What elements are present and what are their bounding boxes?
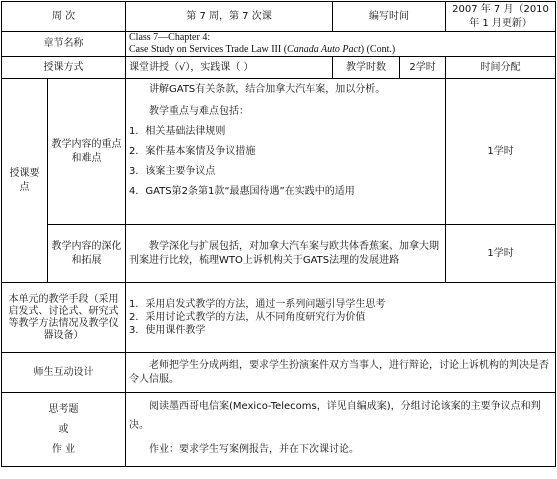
chapter-title-italic: Canada Auto Pact — [287, 44, 361, 55]
methods-content — [126, 283, 556, 353]
extension-label: 教学内容的深化和拓展 — [48, 225, 126, 283]
compile-time-label: 编写时间 — [333, 2, 446, 32]
hours-value: 2学时 — [400, 57, 446, 79]
methods-label: 本单元的教学手段（采用启发式、讨论式、研究式等教学方法情况及教学仪器设备） — [2, 283, 126, 353]
chapter-title-prefix: Case Study on Services Trade Law III ( — [129, 44, 288, 55]
activity-label: 师生互动设计 — [2, 353, 126, 393]
homework-label-line2: 或 — [58, 423, 69, 435]
hours-label: 教学时数 — [333, 57, 400, 79]
homework-label-line3: 作 业 — [51, 443, 76, 455]
chapter-row — [2, 32, 556, 57]
methods-item: 1．采用启发式教学的方法，通过一系列问题引导学生思考 — [129, 299, 386, 310]
focus-item: 2．案件基本案情及争议措施 — [129, 146, 256, 157]
mode-row — [2, 57, 556, 79]
extension-row — [2, 225, 556, 283]
focus-label: 教学内容的重点和难点 — [48, 79, 126, 225]
focus-row — [2, 79, 556, 225]
methods-row — [2, 283, 556, 353]
activity-content — [126, 353, 556, 393]
mode-label: 授课方式 — [2, 57, 126, 79]
header-row — [2, 2, 556, 32]
homework-content — [126, 393, 556, 467]
mode-value: 课堂讲授（√），实践课（ ） — [126, 57, 333, 79]
lesson-plan-table — [1, 1, 556, 467]
chapter-title-line1: Class 7—Chapter 4: — [129, 32, 211, 43]
focus-item: 1．相关基础法律规则 — [129, 126, 226, 137]
methods-item: 3．使用课件教学 — [129, 325, 206, 336]
focus-item: 3．该案主要争议点 — [129, 166, 216, 177]
compile-time-value: 2007 年 7 月（2010 年 1 月更新） — [446, 2, 556, 32]
homework-label-line1: 思考题 — [48, 403, 79, 415]
focus-intro: 讲解GATS有关条款，结合加拿大汽车案，加以分析。 — [149, 84, 386, 95]
homework-text-2: 作业：要求学生写案例报告，并在下次课讨论。 — [149, 444, 359, 455]
extension-time: 1学时 — [446, 225, 556, 283]
homework-label — [2, 393, 126, 467]
focus-subheading: 教学重点与难点包括： — [149, 106, 249, 117]
essentials-label: 授课要点 — [2, 79, 48, 283]
week-label: 周 次 — [2, 2, 126, 32]
week-value: 第 7 周，第 7 次课 — [126, 2, 333, 32]
extension-content — [126, 225, 446, 283]
chapter-title — [126, 32, 556, 57]
homework-row — [2, 393, 556, 467]
methods-item: 2．采用讨论式教学的方法，从不同角度研究行为价值 — [129, 312, 366, 323]
homework-text-1: 阅读墨西哥电信案(Mexico-Telecoms，详见自编成案)，分组讨论该案的主要争议点和判决。 — [129, 401, 541, 431]
chapter-title-suffix: ) (Cont.) — [360, 44, 396, 55]
focus-content — [126, 79, 446, 225]
focus-time: 1学时 — [446, 79, 556, 225]
activity-row — [2, 353, 556, 393]
extension-text: 教学深化与扩展包括，对加拿大汽车案与欧共体香蕉案、加拿大期刊案进行比较，梳理WTO上诉机构关于GATS法理的发展进路 — [129, 240, 439, 266]
time-allocation-label: 时间分配 — [446, 57, 556, 79]
chapter-title-line2 — [129, 44, 552, 56]
activity-text: 老师把学生分成两组，要求学生扮演案件双方当事人，进行辩论，讨论上诉机构的判决是否令人信服。 — [129, 359, 549, 385]
focus-item: 4．GATS第2条第1款“最惠国待遇”在实践中的适用 — [129, 186, 355, 197]
chapter-label: 章节名称 — [2, 32, 126, 57]
